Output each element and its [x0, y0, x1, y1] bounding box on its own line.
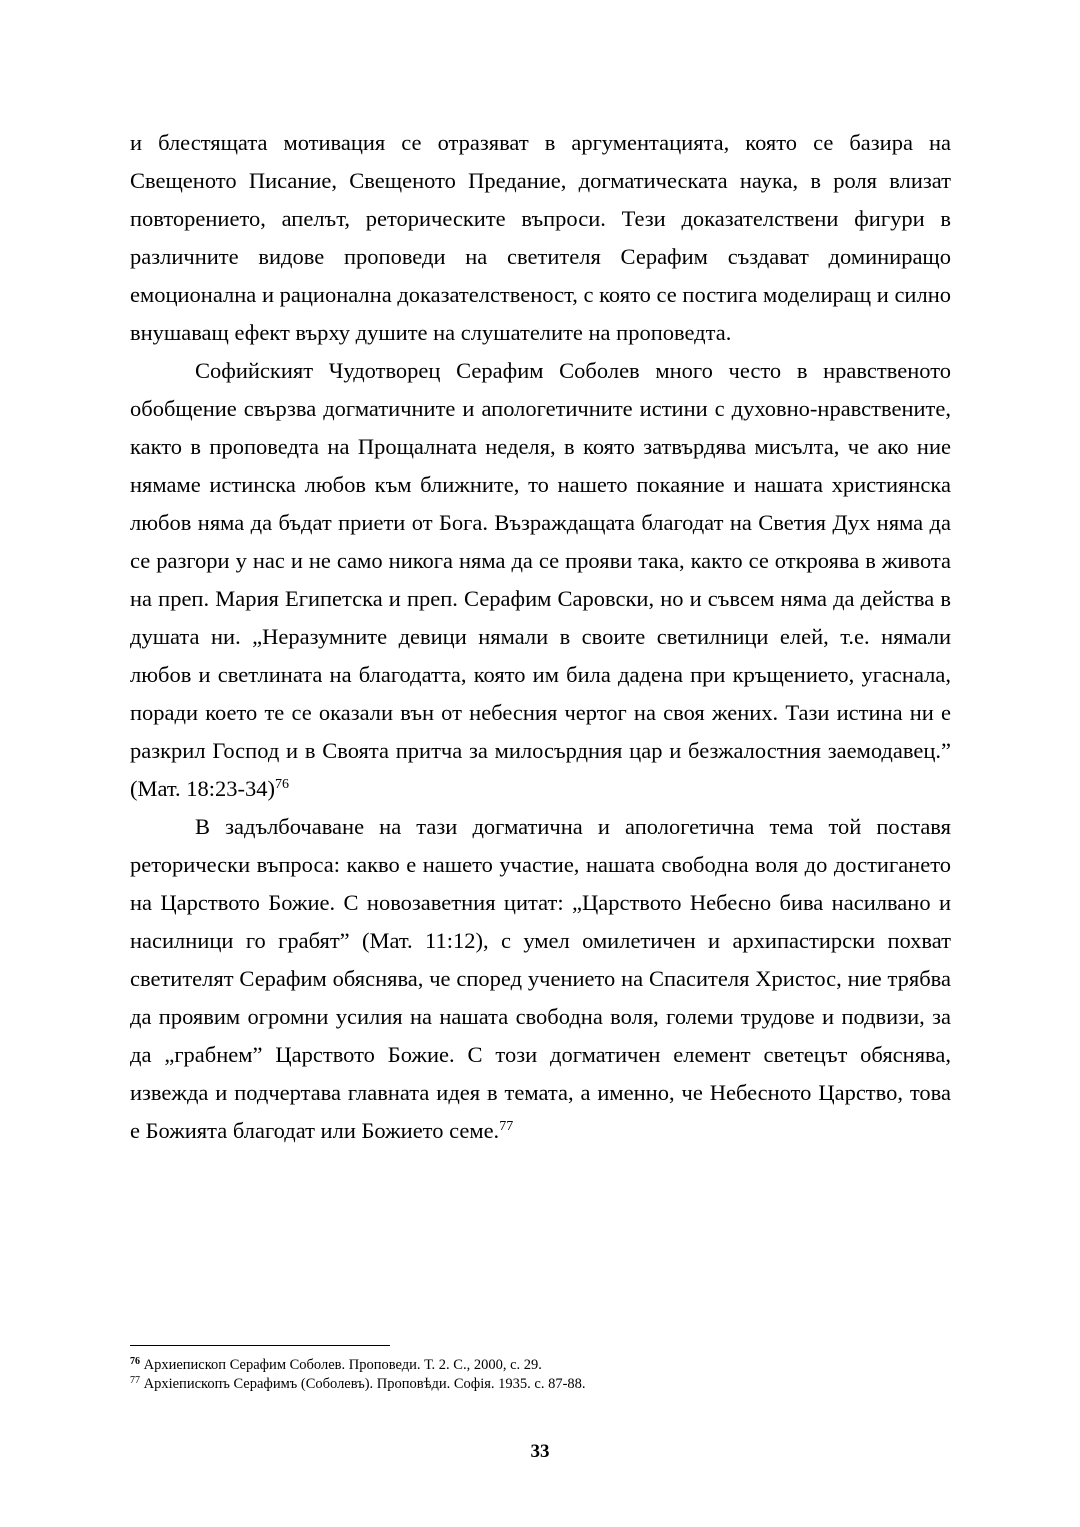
footnote: [130, 1356, 951, 1375]
paragraph-text: В задълбочаване на тази догматична и апологетична тема той поставя реторически въпроса: какво е нашето участие, нашата свободна воля до достигането на Царството Божие. С новозаветния цитат: „Царството Небесно бива насилвано и насилници го грабят” (Мат. 11:12), с умел омилетичен и архипастирски похват светителят Серафим обяснява, че според учението на Спасителя Христос, ние трябва да проявим огромни усилия на нашата свободна воля, големи трудове и подвизи, за да „грабнем” Царството Божие. С този догматичен елемент светецът обяснява, извежда и подчертава главната идея в темата, а именно, че Небесното Царство, това е Божията благодат или Божието семе.: [130, 814, 951, 1143]
paragraph: [130, 124, 951, 352]
footnote-reference[interactable]: 77: [499, 1119, 514, 1134]
footnote-text: Архиепископ Серафим Соболев. Проповеди. Т. 2. С., 2000, с. 29.: [140, 1357, 542, 1373]
footnote-separator: [130, 1345, 390, 1346]
page-number: 33: [530, 1441, 550, 1462]
paragraph: [130, 352, 951, 808]
footnote: [130, 1375, 951, 1394]
footnote-number: 77: [130, 1375, 140, 1386]
footnote-text: Архіепископъ Серафимъ (Соболевъ). Проповѣди. Софія. 1935. с. 87-88.: [140, 1376, 586, 1392]
footnote-reference[interactable]: 76: [275, 777, 290, 792]
footnote-number: 76: [130, 1356, 140, 1367]
paragraph: [130, 808, 951, 1150]
paragraph-text: Софийският Чудотворец Серафим Соболев много често в нравственото обобщение свързва догматичните и апологетичните истини с духовно-нравствените, както в проповедта на Прощалната неделя, в която затвърдява мисълта, че ако ние нямаме истинска любов към ближните, то нашето покаяние и нашата християнска любов няма да бъдат приети от Бога. Възраждащата благодат на Светия Дух няма да се разгори у нас и не само никога няма да се прояви така, както се откроява в живота на преп. Мария Египетска и преп. Серафим Саровски, но и съвсем няма да действа в душата ни. „Неразумните девици нямали в своите светилници елей, т.е. нямали любов и светлината на благодатта, която им била дадена при кръщението, угаснала, поради което те се оказали вън от небесния чертог на своя жених. Тази истина ни е разкрил Господ и в Своята притча за милосърдния цар и безжалостния заемодавец.” (Мат. 18:23-34): [130, 358, 951, 801]
footnotes: [130, 1356, 951, 1394]
body-text: [130, 124, 951, 1150]
paragraph-text: и блестящата мотивация се отразяват в аргументацията, която се базира на Свещеното Писание, Свещеното Предание, догматическата наука, в роля влизат повторението, апелът, реторическите въпроси. Тези доказателствени фигури в различните видове проповеди на светителя Серафим създават доминиращо емоционална и рационална доказателственост, с която се постига моделиращ и силно внушаващ ефект върху душите на слушателите на проповедта.: [130, 130, 951, 345]
